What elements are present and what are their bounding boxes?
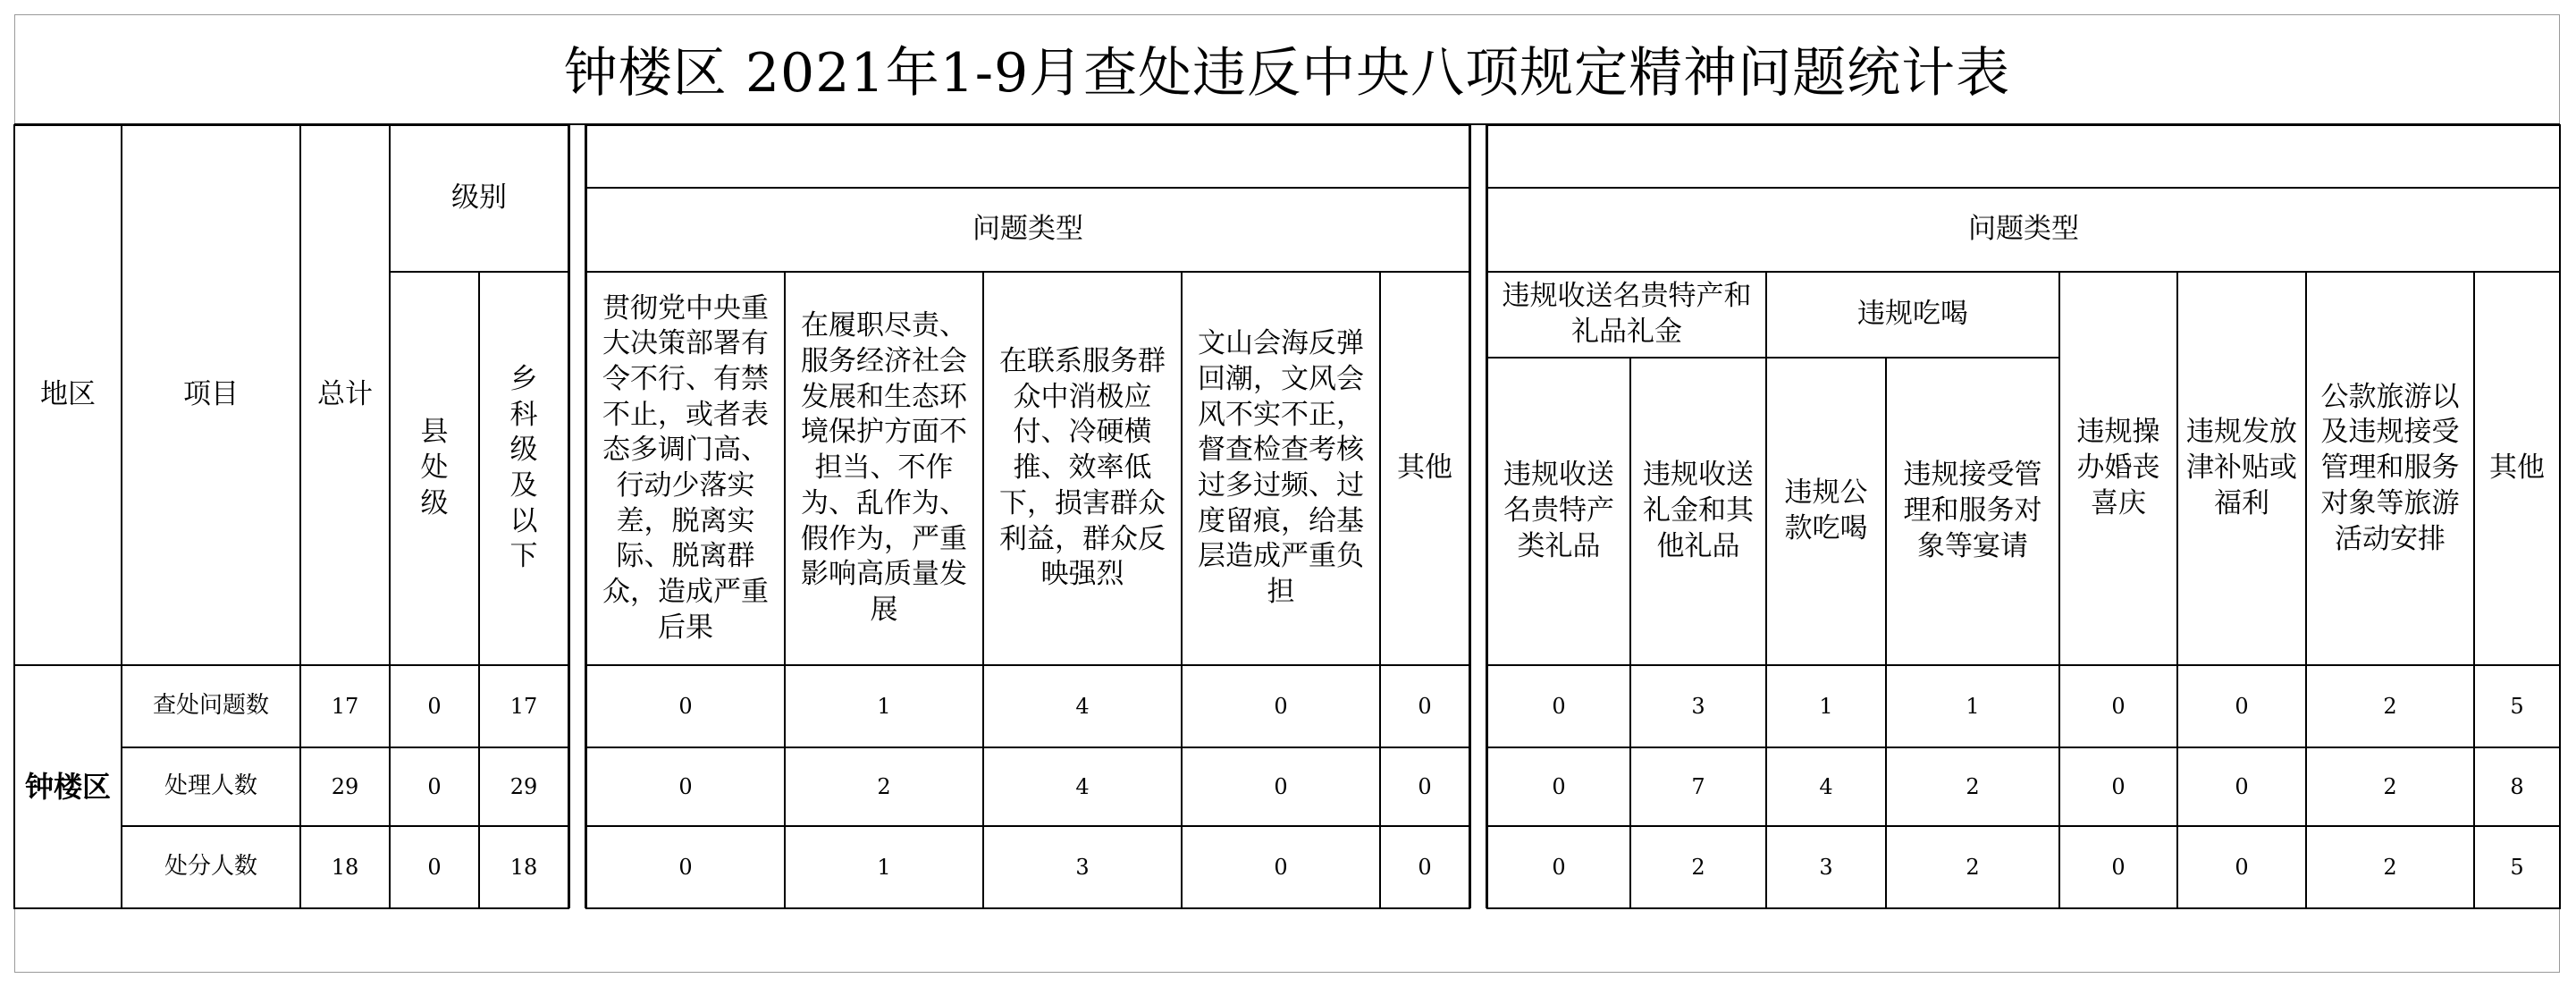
header-wedding bbox=[2058, 271, 2178, 666]
table-cell bbox=[784, 664, 984, 748]
table-cell-text: 5 bbox=[2510, 693, 2524, 719]
header-total-text: 总计 bbox=[317, 378, 373, 411]
title-row bbox=[14, 14, 2560, 125]
header-other2-text: 其他 bbox=[2489, 451, 2545, 485]
header-cat5 bbox=[1379, 271, 1470, 666]
header-subsidy bbox=[2176, 271, 2307, 666]
table-cell-text: 1 bbox=[1819, 693, 1833, 719]
table-cell bbox=[478, 825, 569, 909]
table-row-label bbox=[121, 664, 301, 748]
table-cell-text: 2 bbox=[2383, 854, 2397, 880]
table-cell-text: 0 bbox=[678, 854, 693, 880]
table-cell bbox=[784, 747, 984, 827]
header-cat2 bbox=[784, 271, 984, 666]
row-label-text: 处理人数 bbox=[164, 772, 257, 800]
table-cell-text: 0 bbox=[2235, 693, 2249, 719]
row-label-text: 查处问题数 bbox=[152, 692, 269, 720]
header-eat2 bbox=[1885, 357, 2060, 666]
header-gift1-text: 违规收送名贵特产类礼品 bbox=[1503, 459, 1614, 562]
table-cell-text: 2 bbox=[877, 773, 891, 799]
table-cell-text: 0 bbox=[1418, 693, 1432, 719]
section2-problem-type bbox=[1486, 187, 2561, 273]
table-cell-text: 2 bbox=[2383, 693, 2397, 719]
header-township bbox=[478, 271, 569, 666]
table-cell bbox=[1885, 825, 2060, 909]
header-total bbox=[299, 124, 391, 666]
header-region-text: 地区 bbox=[40, 378, 96, 411]
header-region bbox=[13, 124, 122, 666]
header-cat5-text: 其他 bbox=[1397, 451, 1452, 485]
header-township-text: 乡科级及以下 bbox=[509, 362, 538, 573]
header-cat2-text: 在履职尽责、服务经济社会发展和生态环境保护方面不担当、不作为、乱作为、假作为，严重影响高质量发展 bbox=[801, 309, 967, 626]
table-cell-text: 3 bbox=[1691, 693, 1705, 719]
table-cell bbox=[1379, 825, 1470, 909]
table-cell bbox=[982, 664, 1183, 748]
table-cell-text: 1 bbox=[1966, 693, 1980, 719]
table-cell-text: 0 bbox=[2235, 773, 2249, 799]
table-cell-text: 17 bbox=[509, 693, 538, 719]
table-cell bbox=[585, 664, 786, 748]
header-level bbox=[389, 124, 569, 273]
table-cell bbox=[2176, 747, 2307, 827]
section-separator bbox=[1469, 125, 1488, 908]
row-label-text: 处分人数 bbox=[164, 853, 257, 881]
table-cell-text: 0 bbox=[1418, 854, 1432, 880]
header-eat-group bbox=[1765, 271, 2060, 359]
header-cat1-text: 贯彻党中央重大决策部署有令不行、有禁不止，或者表态多调门高、行动少落实差，脱离实际、脱离群众，造成严重后果 bbox=[602, 291, 769, 644]
header-gift2 bbox=[1629, 357, 1767, 666]
table-cell bbox=[2058, 747, 2178, 827]
table-cell-text: 29 bbox=[331, 773, 359, 799]
table-cell bbox=[1885, 664, 2060, 748]
header-eat1 bbox=[1765, 357, 1887, 666]
table-cell bbox=[585, 825, 786, 909]
header-gift-group-text: 违规收送名贵特产和礼品礼金 bbox=[1502, 280, 1752, 348]
table-cell-text: 18 bbox=[509, 854, 538, 880]
header-gift2-text: 违规收送礼金和其他礼品 bbox=[1643, 459, 1754, 562]
table-cell bbox=[2473, 825, 2561, 909]
table-cell-text: 0 bbox=[678, 773, 693, 799]
header-subsidy-text: 违规发放津补贴或福利 bbox=[2186, 416, 2297, 519]
section1-problem-type-text: 问题类型 bbox=[972, 213, 1083, 246]
table-cell bbox=[2473, 747, 2561, 827]
table-cell-text: 0 bbox=[2111, 773, 2126, 799]
header-wedding-text: 违规操办婚丧喜庆 bbox=[2076, 416, 2160, 519]
table-cell bbox=[2305, 747, 2475, 827]
header-item-text: 项目 bbox=[183, 378, 239, 411]
table-cell bbox=[2305, 664, 2475, 748]
table-cell-text: 2 bbox=[1966, 854, 1980, 880]
table-cell bbox=[1486, 747, 1631, 827]
table-cell-text: 0 bbox=[678, 693, 693, 719]
header-cat3 bbox=[982, 271, 1183, 666]
table-cell-text: 8 bbox=[2510, 773, 2524, 799]
table-cell bbox=[585, 747, 786, 827]
table-cell bbox=[1885, 747, 2060, 827]
table-cell bbox=[299, 664, 391, 748]
header-gift1 bbox=[1486, 357, 1631, 666]
header-item bbox=[121, 124, 301, 666]
table-cell bbox=[389, 825, 480, 909]
table-cell bbox=[1181, 825, 1381, 909]
table-cell-text: 0 bbox=[1418, 773, 1432, 799]
header-travel-text: 公款旅游以及违规接受管理和服务对象等旅游活动安排 bbox=[2320, 380, 2460, 555]
table-cell-text: 1 bbox=[877, 854, 891, 880]
table-cell-text: 4 bbox=[1075, 773, 1090, 799]
table-cell-text: 0 bbox=[1274, 773, 1288, 799]
table-cell-text: 3 bbox=[1819, 854, 1833, 880]
page-title: 钟楼区 2021年1-9月查处违反中央八项规定精神问题统计表 bbox=[563, 42, 2011, 105]
table-cell-text: 3 bbox=[1075, 854, 1090, 880]
table-cell-text: 5 bbox=[2510, 854, 2524, 880]
table-cell-text: 0 bbox=[1274, 693, 1288, 719]
header-other2 bbox=[2473, 271, 2561, 666]
table-cell bbox=[982, 747, 1183, 827]
table-cell-text: 0 bbox=[1274, 854, 1288, 880]
table-cell bbox=[982, 825, 1183, 909]
table-cell bbox=[389, 747, 480, 827]
table-cell-text: 0 bbox=[2235, 854, 2249, 880]
table-cell-text: 29 bbox=[509, 773, 538, 799]
table-cell bbox=[1765, 825, 1887, 909]
table-cell-text: 0 bbox=[2111, 693, 2126, 719]
section2-problem-type-text: 问题类型 bbox=[1968, 213, 2079, 246]
table-cell-text: 0 bbox=[427, 773, 442, 799]
table-cell bbox=[2176, 825, 2307, 909]
table-cell-text: 4 bbox=[1075, 693, 1090, 719]
table-cell-text: 0 bbox=[427, 693, 442, 719]
table-cell bbox=[1629, 747, 1767, 827]
table-cell bbox=[478, 664, 569, 748]
table-cell bbox=[389, 664, 480, 748]
table-cell-text: 2 bbox=[1966, 773, 1980, 799]
table-cell bbox=[784, 825, 984, 909]
header-level-text: 级别 bbox=[451, 181, 507, 215]
table-cell bbox=[2058, 664, 2178, 748]
section-separator bbox=[568, 125, 587, 908]
table-row-label bbox=[121, 825, 301, 909]
table-cell-text: 0 bbox=[2111, 854, 2126, 880]
header-eat2-text: 违规接受管理和服务对象等宴请 bbox=[1903, 459, 2042, 562]
table-cell bbox=[299, 825, 391, 909]
table-cell bbox=[478, 747, 569, 827]
header-county-text: 县处级 bbox=[420, 416, 449, 519]
region-cell-text: 钟楼区 bbox=[24, 769, 111, 804]
table-cell-text: 1 bbox=[877, 693, 891, 719]
header-county bbox=[389, 271, 480, 666]
table-cell bbox=[1629, 664, 1767, 748]
table-cell bbox=[2473, 664, 2561, 748]
section2-blank bbox=[1486, 124, 2561, 189]
table-cell-text: 0 bbox=[1552, 693, 1566, 719]
table-cell bbox=[1629, 825, 1767, 909]
table-cell bbox=[1379, 664, 1470, 748]
section1-problem-type bbox=[585, 187, 1470, 273]
table-cell bbox=[1765, 747, 1887, 827]
header-gift-group bbox=[1486, 271, 1767, 359]
table-cell-text: 0 bbox=[1552, 854, 1566, 880]
table-cell-text: 7 bbox=[1691, 773, 1705, 799]
table-cell-text: 18 bbox=[331, 854, 359, 880]
table-cell-text: 0 bbox=[427, 854, 442, 880]
header-eat1-text: 违规公款吃喝 bbox=[1784, 477, 1868, 544]
table-cell bbox=[299, 747, 391, 827]
header-cat1 bbox=[585, 271, 786, 666]
header-eat-group-text: 违规吃喝 bbox=[1857, 298, 1968, 331]
header-cat3-text: 在联系服务群众中消极应付、冷硬横推、效率低下，损害群众利益，群众反映强烈 bbox=[999, 345, 1166, 591]
table-cell bbox=[2176, 664, 2307, 748]
table-cell-text: 2 bbox=[2383, 773, 2397, 799]
table-cell bbox=[1181, 747, 1381, 827]
table-row-label bbox=[121, 747, 301, 827]
table-cell bbox=[1486, 664, 1631, 748]
table-cell bbox=[2058, 825, 2178, 909]
section1-blank bbox=[585, 124, 1470, 189]
header-cat4 bbox=[1181, 271, 1381, 666]
table-cell bbox=[1486, 825, 1631, 909]
table-cell-text: 2 bbox=[1691, 854, 1705, 880]
header-cat4-text: 文山会海反弹回潮，文风会风不实不正，督查检查考核过多过频、过度留痕，给基层造成严重负担 bbox=[1198, 327, 1364, 609]
table-cell-text: 17 bbox=[331, 693, 359, 719]
table-cell bbox=[1379, 747, 1470, 827]
header-travel bbox=[2305, 271, 2475, 666]
table-cell bbox=[1181, 664, 1381, 748]
table-cell-text: 4 bbox=[1819, 773, 1833, 799]
region-cell bbox=[13, 664, 122, 909]
table-cell bbox=[2305, 825, 2475, 909]
table-cell-text: 0 bbox=[1552, 773, 1566, 799]
table-cell bbox=[1765, 664, 1887, 748]
